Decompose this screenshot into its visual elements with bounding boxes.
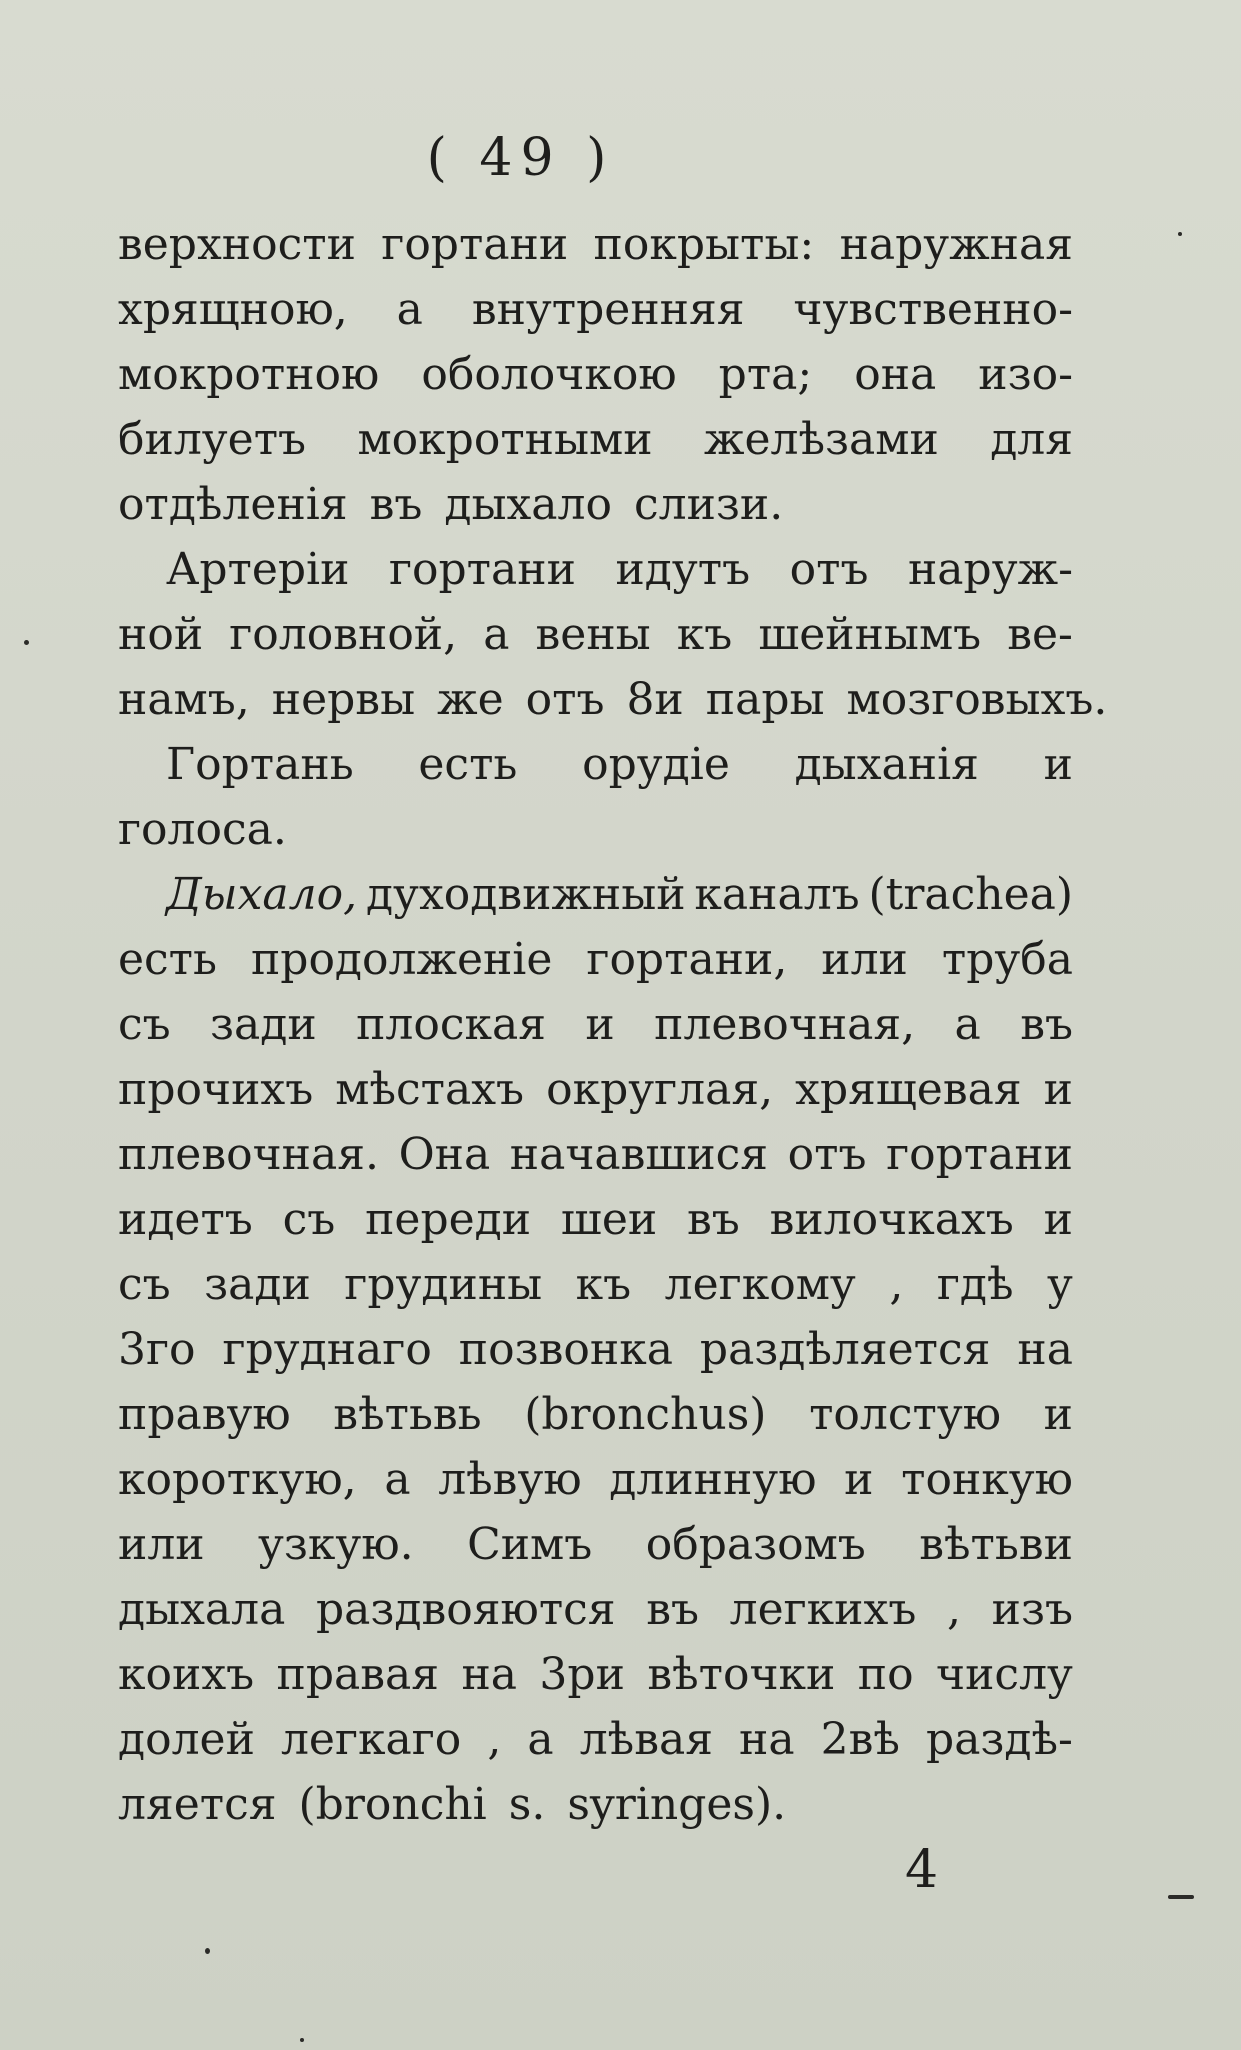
word: Артерiи [166,544,350,595]
word: для [990,414,1073,465]
word: а [954,999,981,1050]
text-line [118,342,1073,407]
word: вены [535,609,651,660]
word: отдѣленiя [118,479,348,530]
word: раздвояются [316,1584,616,1635]
word: и [1043,1064,1073,1115]
word: , [889,1259,904,1310]
word: и [1043,1194,1073,1245]
word: грудины [344,1259,543,1310]
text-line [118,927,1073,992]
word: а [483,609,510,660]
text-line [118,1122,1073,1187]
word: правую [118,1389,291,1440]
word: наружная [839,219,1073,270]
word: вѣточки [647,1649,836,1700]
text-line [118,1707,1073,1772]
word: билуетъ [118,414,307,465]
word: изо- [978,349,1073,400]
word: наруж- [907,544,1073,595]
word: лѣвая [579,1714,713,1765]
word: къ [676,609,733,660]
word: раздѣляется [699,1324,991,1375]
word: идетъ [118,1194,253,1245]
word: нервы [271,674,416,725]
word: и [585,999,615,1050]
word: правая [276,1649,440,1700]
word: , [946,1584,961,1635]
word: головной, [229,609,458,660]
word: (bronchi [298,1779,487,1830]
word: шейнымъ [758,609,982,660]
word: хрящною, [118,284,348,335]
word: syringes). [567,1779,787,1830]
word: Она [398,1129,491,1180]
word: мокротною [118,349,380,400]
word: гдѣ [936,1259,1014,1310]
word: толстую [809,1389,1002,1440]
word: на [1017,1324,1073,1375]
word: труба [941,934,1073,985]
word: а [384,1454,411,1505]
word: плевочная, [654,999,916,1050]
word: дыхала [118,1584,286,1635]
paper-speck [1168,1895,1194,1899]
word: дыхало [444,479,612,530]
word: мозговыхъ. [846,674,1108,725]
word: а [396,284,423,335]
word: продолженiе [250,934,553,985]
paper-speck [300,2038,304,2042]
word: плоская [356,999,547,1050]
body-text [118,212,1108,1837]
page-number: ( 49 ) [426,128,615,188]
word: тонкую [901,1454,1073,1505]
word: плевочная. [118,1129,379,1180]
text-line [118,212,1073,277]
word: она [854,349,937,400]
word: въ [687,1194,740,1245]
word: же [437,674,504,725]
word: на [461,1649,517,1700]
text-line [118,992,1073,1057]
word: зади [204,1259,311,1310]
text-line [118,1577,1073,1642]
word: а [527,1714,554,1765]
word: есть [118,934,217,985]
word: слизи. [633,479,784,530]
word: голоса. [118,804,287,855]
word: къ [575,1259,632,1310]
text-line [118,602,1073,667]
word: мѣстахъ [335,1064,525,1115]
text-line [118,277,1073,342]
word: есть [418,739,518,790]
signature-mark: 4 [905,1840,939,1900]
word: долей [118,1714,255,1765]
word: въ [646,1584,699,1635]
text-line [118,797,1073,862]
text-line [118,667,1108,732]
word: и [844,1454,874,1505]
paper-speck [205,1948,210,1954]
paper-speck [1178,232,1182,236]
word: гортани [388,544,576,595]
word: намъ, [118,674,250,725]
word: вѣтьвь [333,1389,482,1440]
word: орудiе [582,739,730,790]
word: дыханiя [794,739,979,790]
text-line [118,407,1073,472]
word: шеи [560,1194,658,1245]
text-line [118,1382,1073,1447]
text-line [118,862,1073,927]
word: гортани [381,219,569,270]
word: узкую. [258,1519,414,1570]
word: зади [210,999,317,1050]
word: въ [1020,999,1073,1050]
word: покрыты: [593,219,815,270]
word: вѣтьви [919,1519,1073,1570]
text-line [118,1252,1073,1317]
word: вилочкахъ [769,1194,1014,1245]
word: s. [508,1779,546,1830]
text-line [118,537,1073,602]
word: гортани [886,1129,1073,1180]
word: желѣзами [703,414,939,465]
word: 3ри [539,1649,625,1700]
word: духодвижный [365,869,686,920]
word: или [821,934,908,985]
word: 8и [626,674,684,725]
text-line [118,1317,1073,1382]
text-line [118,472,1073,537]
paper-speck [24,640,29,645]
word: лѣвую [438,1454,582,1505]
word: позвонка [458,1324,673,1375]
word: съ [118,999,171,1050]
word: начавшися [509,1129,769,1180]
word: 2вѣ [820,1714,900,1765]
word: и [1043,739,1073,790]
word: (trachea) [868,869,1073,920]
text-line [118,1642,1073,1707]
word: и [1043,1389,1073,1440]
word: у [1047,1259,1073,1310]
word: раздѣ- [926,1714,1073,1765]
word: груднаго [222,1324,432,1375]
word: отъ [789,544,869,595]
word: длинную [609,1454,817,1505]
word: хрящевая [795,1064,1022,1115]
word: въ [369,479,423,530]
word: отъ [787,1129,867,1180]
word: короткую, [118,1454,357,1505]
word: каналъ [694,869,860,920]
word: Симъ [467,1519,593,1570]
word: оболочкою [421,349,677,400]
word: внутренняя [471,284,745,335]
word: Дыхало, [166,869,358,920]
word: или [118,1519,205,1570]
word: Гортань [166,739,354,790]
text-line [118,1512,1073,1577]
word: прочихъ [118,1064,314,1115]
word: (bronchus) [524,1389,767,1440]
word: по [857,1649,914,1700]
word: легкихъ [729,1584,917,1635]
word: 3го [118,1324,196,1375]
word: отъ [525,674,605,725]
word: , [487,1714,502,1765]
text-line [118,1187,1073,1252]
word: легкаго [280,1714,462,1765]
word: съ [118,1259,171,1310]
word: коихъ [118,1649,255,1700]
word: числу [936,1649,1073,1700]
word: съ [282,1194,336,1245]
word: легкому [664,1259,856,1310]
word: на [739,1714,795,1765]
word: округлая, [546,1064,774,1115]
word: пары [705,674,825,725]
word: идутъ [615,544,751,595]
word: ве- [1007,609,1073,660]
word: изъ [991,1584,1073,1635]
text-line [118,1447,1073,1512]
word: мокротными [357,414,653,465]
text-line [118,732,1073,797]
text-line [118,1772,1073,1837]
word: ной [118,609,204,660]
word: рта; [718,349,813,400]
word: переди [365,1194,532,1245]
word: гортани, [586,934,788,985]
word: ляется [118,1779,277,1830]
word: чувственно- [793,284,1073,335]
word: образомъ [645,1519,866,1570]
word: верхности [118,219,356,270]
text-line [118,1057,1073,1122]
